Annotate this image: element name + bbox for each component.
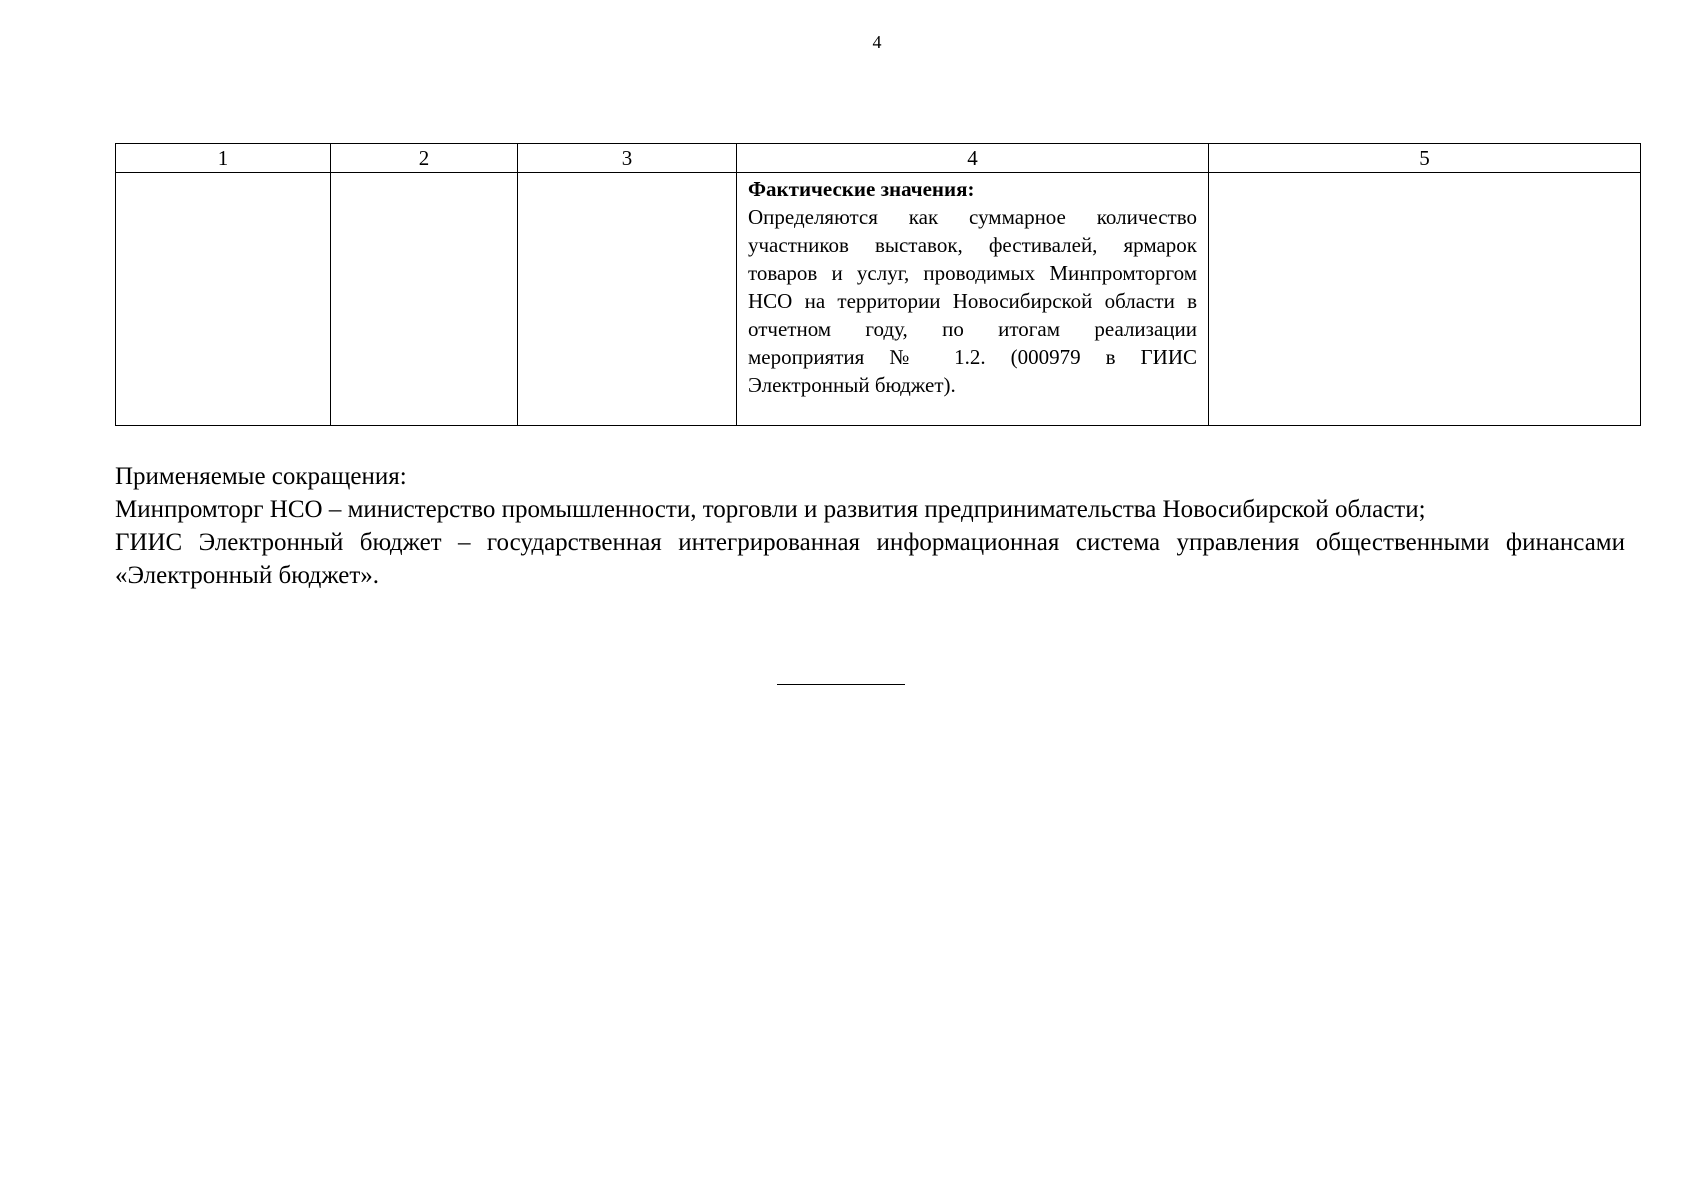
table-cell-description <box>737 173 1209 426</box>
abbreviations-heading: Применяемые сокращения: <box>115 463 407 490</box>
table-cell-col2 <box>331 173 518 426</box>
table-cell-col3 <box>518 173 737 426</box>
column-header-5: 5 <box>1209 144 1641 173</box>
table-row <box>116 173 1641 426</box>
table-cell-col5 <box>1209 173 1641 426</box>
actual-values-heading: Фактические значения: <box>748 177 975 201</box>
column-header-3: 3 <box>518 144 737 173</box>
indicator-table <box>115 143 1641 426</box>
column-header-1: 1 <box>116 144 331 173</box>
column-header-2: 2 <box>331 144 518 173</box>
abbreviation-item: ГИИС Электронный бюджет – государственная интегрированная информационная система управления общественными финансами «Электронный бюджет». <box>115 529 1625 589</box>
table-header-row <box>116 144 1641 173</box>
column-header-4: 4 <box>737 144 1209 173</box>
table-cell-col1 <box>116 173 331 426</box>
end-of-document-line <box>777 684 905 685</box>
page-number: 4 <box>872 32 882 52</box>
abbreviations-section <box>115 460 1625 592</box>
actual-values-text: Определяются как суммарное количество участников выставок, фестивалей, ярмарок товаров и услуг, проводимых Минпромторгом НСО на территории Новосибирской области в отчетном году, по итогам реализации мероприятия № 1.2. (000979 в ГИИС Электронный бюджет). <box>748 205 1197 397</box>
abbreviation-item: Минпромторг НСО – министерство промышленности, торговли и развития предпринимательства Новосибирской области; <box>115 496 1426 523</box>
